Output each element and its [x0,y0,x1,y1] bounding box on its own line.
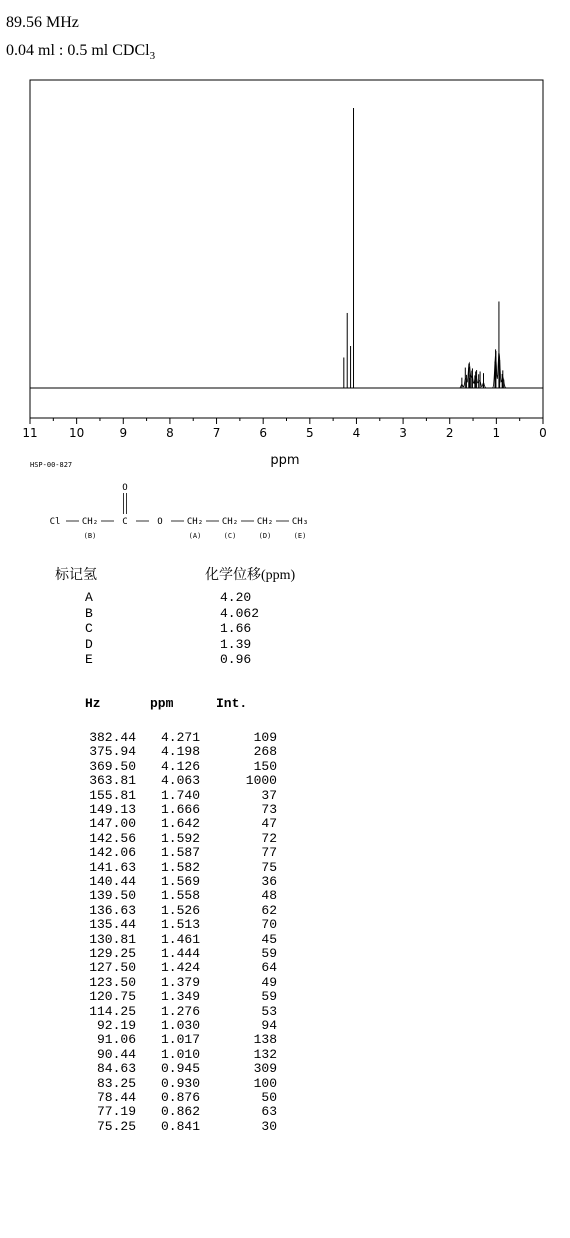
x-tick-label: 5 [305,426,314,440]
peak-hz: 84.63 [96,1061,136,1077]
peak-ppm: 4.271 [160,730,200,745]
peak-table-header: Int. [216,696,248,711]
peak-hz: 129.25 [89,946,136,961]
assignment-label: D [85,636,93,652]
structure-proton-label: (E) [293,532,307,540]
peak-int: 268 [253,744,277,760]
peak-ppm: 1.587 [160,845,200,861]
structure-proton-label: (B) [83,532,97,540]
peak-int: 30 [261,1118,277,1134]
assignment-label: E [85,652,93,667]
peak-int: 59 [261,989,277,1005]
peak-ppm: 1.017 [160,1032,200,1048]
peak-ppm: 0.876 [160,1090,200,1105]
peak-int: 63 [261,1104,277,1120]
peak-int: 94 [261,1018,277,1033]
peak-ppm: 1.010 [160,1046,200,1062]
peak-int: 59 [261,946,277,961]
structure-atom: C [122,517,128,527]
peak-int: 47 [261,816,277,832]
peak-table-header: ppm [150,696,174,711]
peak-ppm: 4.198 [160,744,200,760]
peak-ppm: 0.862 [160,1104,200,1120]
structure-atom: CH₃ [291,517,309,527]
peak-int: 150 [253,758,277,774]
peak-ppm: 1.740 [160,787,200,803]
molecule-structure [45,480,385,555]
peak-hz: 114.25 [89,1003,136,1019]
structure-atom: CH₂ [81,517,99,527]
peak-hz: 75.25 [96,1118,136,1134]
peak-ppm: 1.582 [160,859,200,875]
peak-int: 138 [253,1032,277,1048]
peak-int: 309 [253,1061,277,1077]
spectrometer-frequency: 89.56 MHz [6,14,79,31]
peak-ppm: 1.592 [160,830,200,846]
peak-hz: 135.44 [89,917,136,933]
peak-hz: 141.63 [89,859,136,875]
peak-hz: 77.19 [96,1104,136,1120]
x-tick-label: 3 [399,426,407,440]
assignment-shift: 1.66 [220,621,252,636]
peak-int: 75 [261,859,277,875]
peak-ppm: 1.569 [160,874,200,889]
peak-ppm: 1.444 [160,946,200,961]
peak-int: 45 [261,931,277,947]
peak-hz: 130.81 [89,931,136,947]
multiplet-envelope [454,354,510,388]
peak-int: 100 [253,1075,277,1091]
structure-atom: CH₂ [186,517,204,527]
peak-hz: 382.44 [89,730,136,745]
x-tick-label: 7 [212,426,221,440]
peak-int: 64 [261,960,277,976]
assignment-header-label: 标记氢 [55,568,97,583]
peak-hz: 90.44 [96,1046,136,1062]
peak-hz: 147.00 [89,816,136,832]
peak-hz: 127.50 [89,960,136,976]
assignment-label: B [85,605,93,621]
peak-hz: 83.25 [96,1075,136,1091]
peak-ppm: 0.930 [160,1075,200,1091]
sample-text: 0.04 ml : 0.5 ml CDCl [6,42,150,59]
assignment-shift: 1.39 [220,636,252,652]
assignment-shift: 0.96 [220,652,252,667]
structure-atom: CH₂ [256,517,274,527]
peak-int: 49 [261,974,277,990]
plot-frame [30,80,543,418]
peak-ppm: 1.526 [160,902,200,918]
structure-atom: O [157,517,163,527]
peak-ppm: 0.841 [160,1118,200,1134]
peak-hz: 136.63 [89,902,136,918]
x-tick-label: 1 [492,426,501,440]
peak-hz: 78.44 [96,1090,136,1105]
peak-int: 53 [261,1003,277,1019]
structure-carbonyl-o: O [122,483,128,493]
peak-ppm: 1.030 [160,1018,200,1033]
peak-hz: 120.75 [89,989,136,1005]
peak-hz: 142.56 [89,830,136,846]
peak-ppm: 1.461 [160,931,200,947]
structure-proton-label: (D) [258,532,272,540]
spectrum-code: HSP-00-827 [30,461,73,469]
peak-hz: 363.81 [89,773,136,789]
peak-int: 62 [261,902,277,918]
peak-hz: 375.94 [89,744,136,760]
peak-hz: 155.81 [89,787,136,803]
x-tick-label: 4 [352,426,361,440]
peak-hz: 369.50 [89,758,136,774]
peak-hz: 123.50 [89,974,136,990]
peak-int: 36 [261,874,277,889]
x-tick-label: 8 [166,426,174,440]
x-tick-label: 2 [445,426,454,440]
peak-hz: 142.06 [89,845,136,861]
peak-ppm: 4.126 [160,758,200,774]
peak-ppm: 1.379 [160,974,200,990]
peak-hz: 149.13 [89,802,136,817]
peak-int: 48 [261,888,277,904]
peak-table-header: Hz [85,696,101,711]
assignment-shift: 4.062 [220,605,260,621]
assignment-shift: 4.20 [220,590,252,605]
structure-atom: CH₂ [221,517,239,527]
peak-ppm: 1.558 [160,888,200,904]
peak-ppm: 1.666 [160,802,200,817]
peak-hz: 140.44 [89,874,136,889]
peak-int: 70 [261,917,277,933]
peak-int: 77 [261,845,277,861]
structure-proton-label: (C) [223,532,237,540]
assignment-header-shift: 化学位移(ppm) [205,568,296,583]
peak-hz: 91.06 [96,1032,136,1048]
peak-int: 73 [261,802,277,817]
x-tick-label: 10 [68,426,85,440]
peak-int: 1000 [245,773,277,789]
x-tick-label: 6 [259,426,268,440]
peak-hz: 139.50 [89,888,136,904]
peak-ppm: 1.349 [160,989,200,1005]
nmr-spectrum-chart [0,70,570,480]
peak-hz: 92.19 [96,1018,136,1033]
peak-ppm: 1.513 [160,917,200,933]
peak-ppm: 1.276 [160,1003,200,1019]
peak-int: 109 [253,730,277,745]
sample-description [6,42,155,62]
x-tick-label: 9 [119,426,128,440]
assignment-label: C [85,621,93,636]
structure-proton-label: (A) [188,532,202,540]
sample-subscript: 3 [149,50,156,63]
x-tick-label: 0 [539,426,547,440]
x-tick-label: 11 [22,426,38,440]
peak-ppm: 1.642 [160,816,200,832]
assignment-label: A [85,590,93,605]
peak-ppm: 4.063 [160,773,200,789]
peak-ppm: 0.945 [160,1061,200,1077]
peak-int: 132 [253,1046,277,1062]
x-axis-label: ppm [270,453,300,468]
peak-int: 50 [261,1090,277,1105]
structure-atom: Cl [49,517,61,527]
peak-ppm: 1.424 [160,960,200,976]
peak-int: 72 [261,830,277,846]
peak-int: 37 [261,787,277,803]
